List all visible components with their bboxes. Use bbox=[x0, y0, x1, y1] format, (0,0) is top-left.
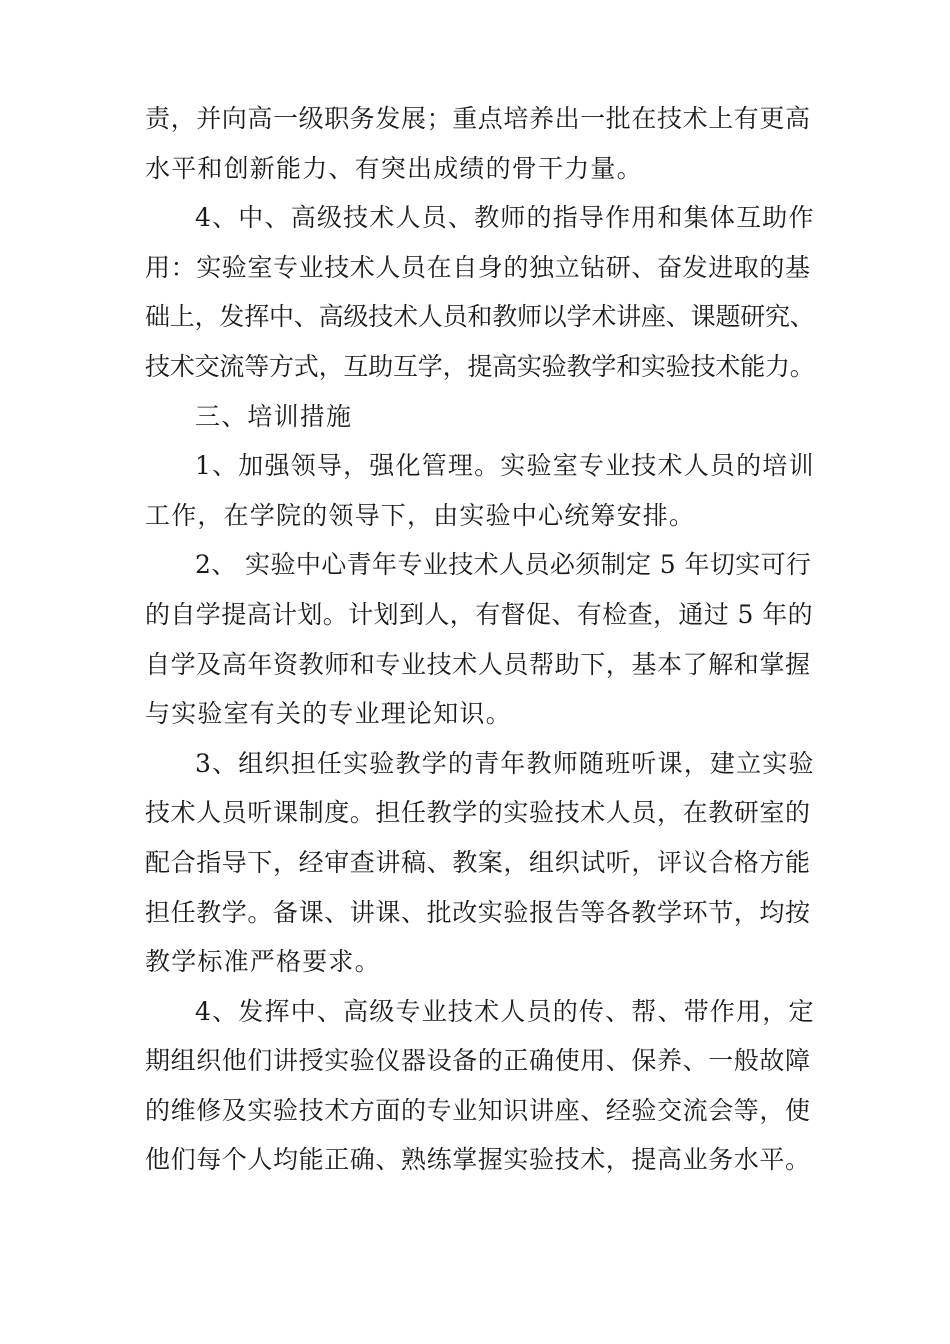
text-line: 的自学提高计划。计划到人，有督促、有检查，通过 5 年的 bbox=[145, 599, 814, 629]
text-line: 用：实验室专业技术人员在自身的独立钻研、奋发进取的基 bbox=[145, 252, 811, 282]
text-line: 水平和创新能力、有突出成绩的骨干力量。 bbox=[145, 153, 643, 183]
text-line: 1、加强领导，强化管理。实验室专业技术人员的培训 bbox=[195, 451, 815, 481]
section-heading-text: 三、培训措施 bbox=[195, 401, 353, 431]
text-line: 自学及高年资教师和专业技术人员帮助下，基本了解和掌握 bbox=[145, 649, 811, 679]
paragraph bbox=[145, 441, 815, 540]
text-line: 担任教学。备课、讲课、批改实验报告等各教学环节，均按 bbox=[145, 897, 811, 927]
text-line: 技术人员听课制度。担任教学的实验技术人员，在教研室的 bbox=[145, 798, 811, 828]
text-line: 他们每个人均能正确、熟练掌握实验技术，提高业务水平。 bbox=[145, 1145, 811, 1175]
paragraph bbox=[145, 94, 815, 193]
text-line: 础上，发挥中、高级技术人员和教师以学术讲座、课题研究、 bbox=[145, 302, 815, 332]
text-line: 与实验室有关的专业理论知识。 bbox=[145, 699, 512, 729]
section-heading bbox=[145, 392, 815, 442]
text-line: 教学标准严格要求。 bbox=[145, 947, 381, 977]
text-line: 2、 实验中心青年专业技术人员必须制定 5 年切实可行 bbox=[195, 550, 812, 580]
text-line: 期组织他们讲授实验仪器设备的正确使用、保养、一般故障 bbox=[145, 1046, 811, 1076]
document-page bbox=[145, 94, 815, 1185]
paragraph bbox=[145, 739, 815, 987]
paragraph bbox=[145, 987, 815, 1185]
text-line: 责，并向高一级职务发展；重点培养出一批在技术上有更高 bbox=[145, 104, 811, 133]
text-line: 配合指导下，经审查讲稿、教案，组织试听，评议合格方能 bbox=[145, 847, 811, 877]
paragraph bbox=[145, 540, 815, 738]
text-line: 技术交流等方式，互助互学，提高实验教学和实验技术能力。 bbox=[145, 351, 815, 381]
text-line: 的维修及实验技术方面的专业知识讲座、经验交流会等，使 bbox=[145, 1095, 811, 1125]
text-line: 4、中、高级技术人员、教师的指导作用和集体互助作 bbox=[195, 203, 815, 233]
paragraph bbox=[145, 193, 815, 391]
text-line: 3、组织担任实验教学的青年教师随班听课，建立实验 bbox=[195, 748, 815, 778]
text-line: 工作，在学院的领导下，由实验中心统筹安排。 bbox=[145, 500, 696, 530]
text-line: 4、发挥中、高级专业技术人员的传、帮、带作用，定 bbox=[195, 996, 815, 1026]
